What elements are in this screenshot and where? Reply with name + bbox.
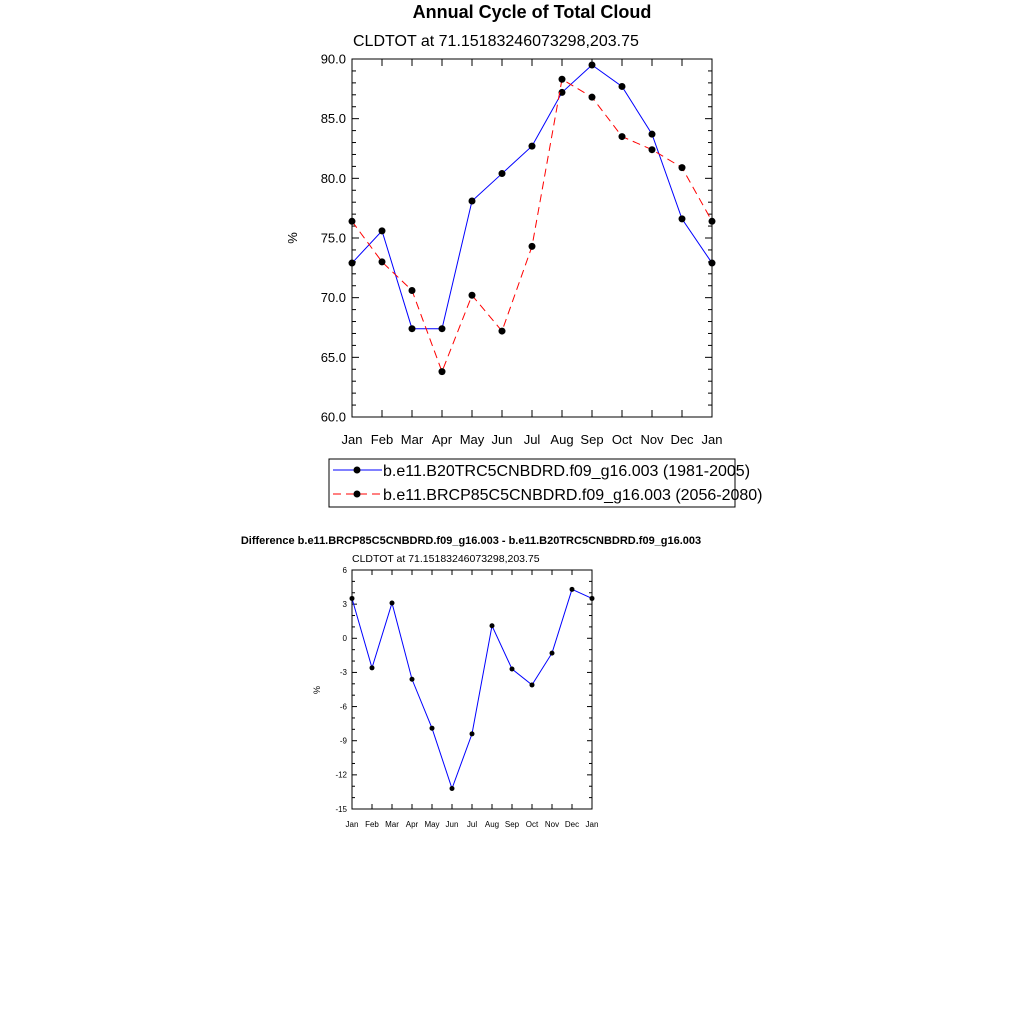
data-point: [619, 133, 626, 140]
data-point: [679, 215, 686, 222]
y-tick-label: 80.0: [320, 170, 346, 186]
data-point: [499, 328, 506, 335]
legend-label-series-1: b.e11.B20TRC5CNBDRD.f09_g16.003 (1981-2005): [383, 463, 751, 480]
x-tick-label: Sep: [504, 820, 520, 829]
data-point: [499, 170, 506, 177]
data-point: [450, 786, 455, 791]
y-tick-label: -15: [335, 804, 347, 814]
x-tick-label: Jul: [523, 432, 541, 447]
data-point: [529, 143, 536, 150]
y-tick-label: -6: [339, 702, 347, 712]
y-tick-label: 0: [342, 634, 347, 644]
data-point: [379, 258, 386, 265]
series-line-1: [352, 65, 712, 329]
data-point: [469, 198, 476, 205]
x-tick-label: Dec: [670, 432, 694, 447]
data-point: [410, 677, 415, 682]
x-tick-label: Jun: [445, 820, 459, 829]
legend: [329, 459, 762, 507]
data-point: [490, 623, 495, 628]
y-tick-label: -3: [339, 668, 347, 678]
data-point: [570, 587, 575, 592]
data-point: [550, 651, 555, 656]
data-point: [619, 83, 626, 90]
difference-y-axis-label: %: [312, 685, 322, 695]
data-point: [529, 243, 536, 250]
data-point: [649, 131, 656, 138]
y-tick-label: -12: [335, 770, 347, 780]
y-tick-label: 6: [342, 565, 347, 575]
x-tick-label: Jun: [491, 432, 513, 447]
y-tick-label: 60.0: [320, 409, 346, 425]
data-point: [649, 146, 656, 153]
data-point: [409, 287, 416, 294]
x-tick-label: Nov: [544, 820, 560, 829]
y-tick-label: 70.0: [320, 290, 346, 306]
difference-chart: [241, 535, 701, 829]
y-tick-label: -9: [339, 736, 347, 746]
difference-plot-frame: [352, 570, 592, 809]
x-tick-label: Jan: [701, 432, 723, 447]
x-tick-label: Nov: [640, 432, 664, 447]
data-point: [559, 76, 566, 83]
y-tick-label: 65.0: [320, 349, 346, 365]
data-point: [530, 682, 535, 687]
data-point: [510, 667, 515, 672]
data-point: [439, 325, 446, 332]
x-tick-label: Oct: [611, 432, 633, 447]
plot-frame: [352, 59, 712, 417]
data-point: [409, 325, 416, 332]
x-tick-label: Apr: [431, 432, 453, 447]
data-point: [589, 61, 596, 68]
data-point: [679, 164, 686, 171]
data-point: [469, 292, 476, 299]
data-point: [470, 731, 475, 736]
x-tick-label: Jan: [345, 820, 359, 829]
x-tick-label: Oct: [525, 820, 539, 829]
legend-label-series-2: b.e11.BRCP85C5CNBDRD.f09_g16.003 (2056-2080): [383, 487, 763, 504]
y-axis-label: %: [285, 232, 300, 244]
x-tick-label: Mar: [385, 820, 399, 829]
x-tick-label: Jan: [341, 432, 363, 447]
y-tick-label: 90.0: [320, 51, 346, 67]
data-point: [589, 94, 596, 101]
chart-subtitle: CLDTOT at 71.15183246073298,203.75: [353, 33, 639, 50]
legend-marker-series-2: [354, 491, 361, 498]
x-tick-label: Dec: [564, 820, 580, 829]
difference-chart-title: Difference b.e11.BRCP85C5CNBDRD.f09_g16.003 - b.e11.B20TRC5CNBDRD.f09_g16.003: [240, 535, 702, 547]
data-point: [390, 601, 395, 606]
x-tick-label: Aug: [484, 820, 500, 829]
series-line-2: [352, 79, 712, 371]
data-point: [430, 726, 435, 731]
x-tick-label: Jul: [466, 820, 478, 829]
series-line-1: [352, 589, 592, 788]
x-tick-label: Mar: [400, 432, 424, 447]
data-point: [370, 665, 375, 670]
x-tick-label: Jan: [585, 820, 599, 829]
data-point: [379, 227, 386, 234]
chart-title: Annual Cycle of Total Cloud: [412, 2, 652, 22]
annual-cycle-chart: [285, 2, 762, 507]
x-tick-label: Sep: [580, 432, 604, 447]
x-tick-label: Apr: [405, 820, 419, 829]
x-tick-label: Feb: [370, 432, 394, 447]
x-tick-label: Feb: [365, 820, 379, 829]
data-point: [439, 368, 446, 375]
x-tick-label: May: [424, 820, 440, 829]
legend-marker-series-1: [354, 467, 361, 474]
x-tick-label: May: [459, 432, 485, 447]
x-tick-label: Aug: [550, 432, 574, 447]
difference-chart-subtitle: CLDTOT at 71.15183246073298,203.75: [352, 553, 540, 565]
y-tick-label: 85.0: [320, 111, 346, 127]
y-tick-label: 75.0: [320, 230, 346, 246]
y-tick-label: 3: [342, 599, 347, 609]
